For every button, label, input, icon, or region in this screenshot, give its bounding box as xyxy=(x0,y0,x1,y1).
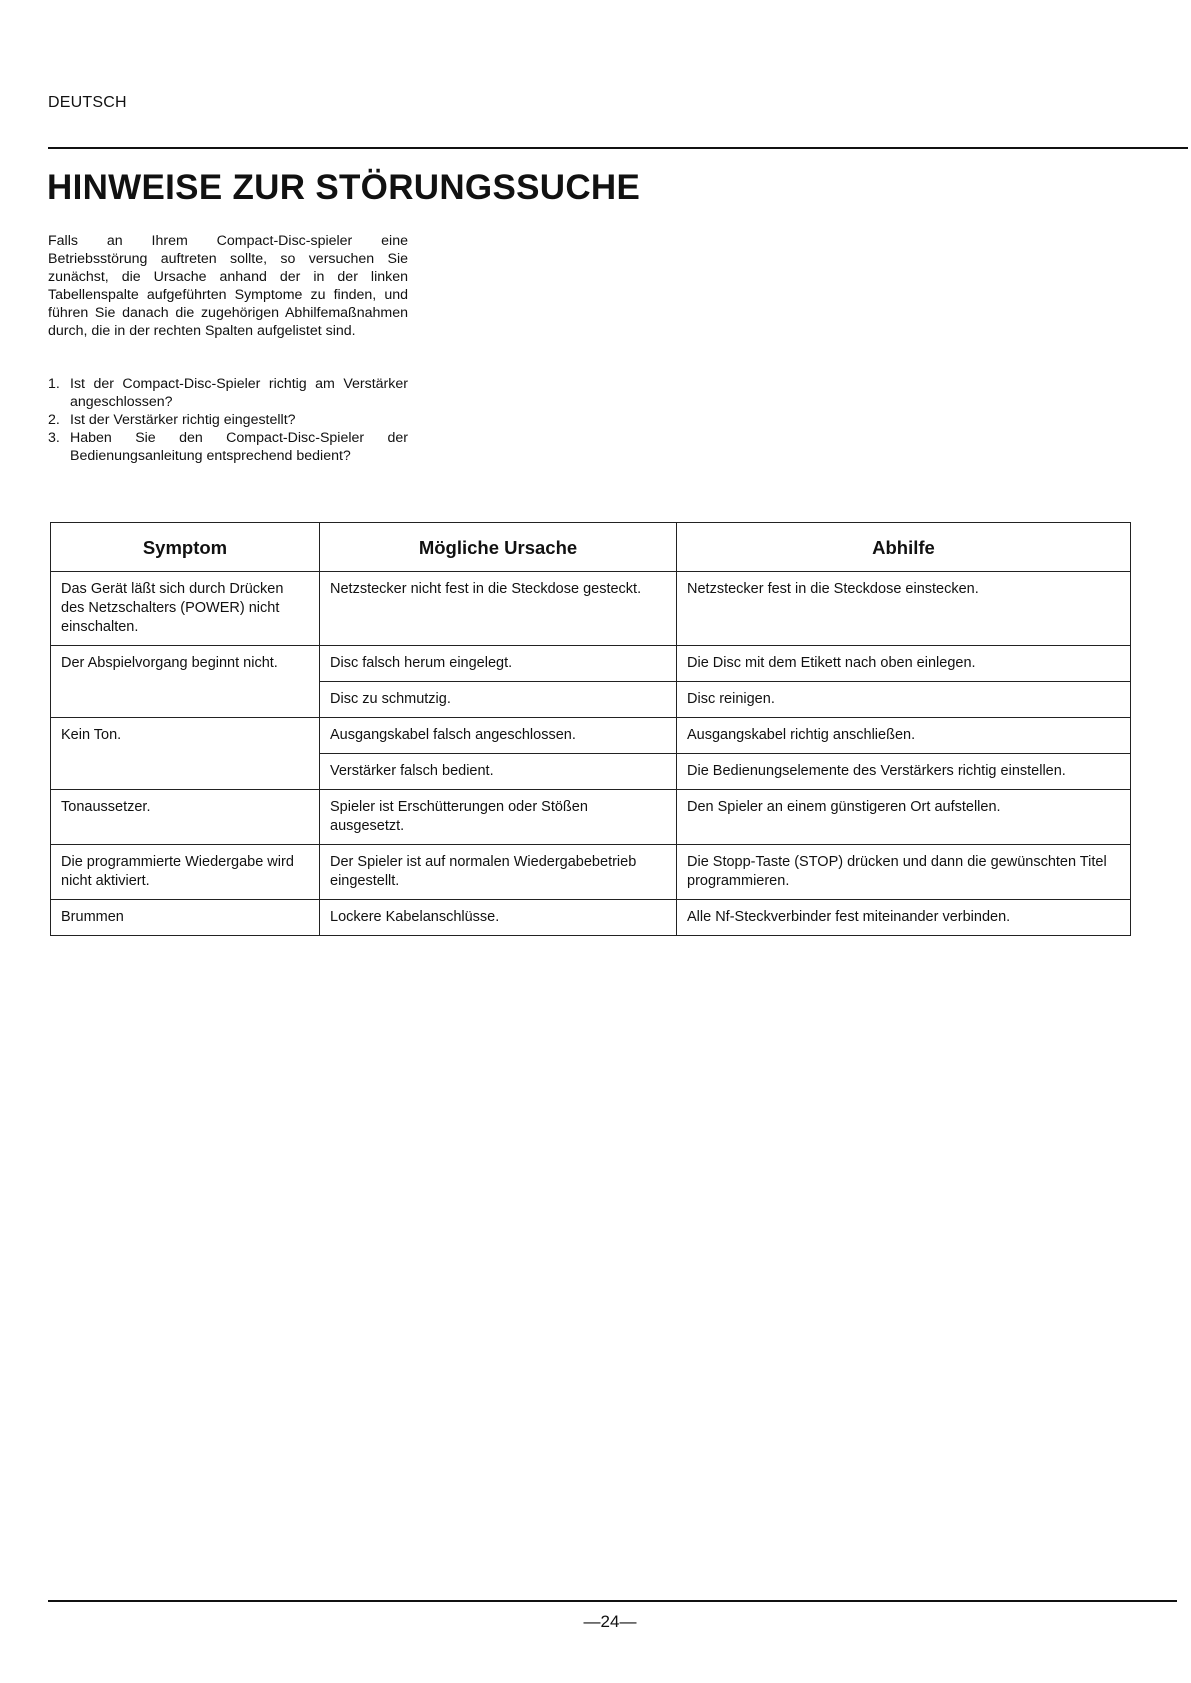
checklist-text: Haben Sie den Compact-Disc-Spieler der Bedienungsanleitung entsprechend bedient? xyxy=(70,430,408,464)
symptom-cell: Kein Ton. xyxy=(51,718,320,790)
table-row xyxy=(51,646,1131,682)
cause-cell: Spieler ist Erschütterungen oder Stößen ausgesetzt. xyxy=(320,790,677,845)
cause-cell: Ausgangskabel falsch angeschlossen. xyxy=(320,718,677,754)
checklist-text: Ist der Compact-Disc-Spieler richtig am Verstärker angeschlossen? xyxy=(70,376,408,410)
checklist-item xyxy=(48,429,408,465)
cause-cell: Netzstecker nicht fest in die Steckdose gesteckt. xyxy=(320,572,677,646)
remedy-cell: Netzstecker fest in die Steckdose einstecken. xyxy=(677,572,1131,646)
language-label: DEUTSCH xyxy=(48,94,127,111)
page-number: —24— xyxy=(583,1612,637,1631)
symptom-cell: Das Gerät läßt sich durch Drücken des Netzschalters (POWER) nicht einschalten. xyxy=(51,572,320,646)
table-row xyxy=(51,572,1131,646)
cause-cell: Lockere Kabelanschlüsse. xyxy=(320,900,677,936)
symptom-cell: Tonaussetzer. xyxy=(51,790,320,845)
header-symptom: Symptom xyxy=(51,523,320,572)
remedy-cell: Die Stopp-Taste (STOP) drücken und dann die gewünschten Titel programmieren. xyxy=(677,845,1131,900)
checklist-text: Ist der Verstärker richtig eingestellt? xyxy=(70,412,296,428)
remedy-cell: Die Disc mit dem Etikett nach oben einlegen. xyxy=(677,646,1131,682)
bottom-divider xyxy=(48,1600,1177,1602)
table-header-row xyxy=(51,523,1131,572)
checklist-number: 1. xyxy=(48,376,60,392)
cause-cell: Disc falsch herum eingelegt. xyxy=(320,646,677,682)
remedy-cell: Ausgangskabel richtig anschließen. xyxy=(677,718,1131,754)
table-row xyxy=(51,790,1131,845)
header-remedy: Abhilfe xyxy=(677,523,1131,572)
intro-paragraph: Falls an Ihrem Compact-Disc-spieler eine Betriebsstörung auftreten sollte, so versuchen Sie zunächst, die Ursache anhand der in der linken Tabellenspalte aufgeführten Symptome zu finden, und führen Sie danach die zugehörigen Abhilfemaßnahmen durch, die in der rechten Spalten aufgelistet sind. xyxy=(48,233,408,339)
remedy-cell: Alle Nf-Steckverbinder fest miteinander verbinden. xyxy=(677,900,1131,936)
header-cause: Mögliche Ursache xyxy=(320,523,677,572)
symptom-cell: Die programmierte Wiedergabe wird nicht aktiviert. xyxy=(51,845,320,900)
cause-cell: Verstärker falsch bedient. xyxy=(320,754,677,790)
cause-cell: Disc zu schmutzig. xyxy=(320,682,677,718)
remedy-cell: Die Bedienungselemente des Verstärkers richtig einstellen. xyxy=(677,754,1131,790)
remedy-cell: Den Spieler an einem günstigeren Ort aufstellen. xyxy=(677,790,1131,845)
top-divider xyxy=(48,147,1188,149)
remedy-cell: Disc reinigen. xyxy=(677,682,1131,718)
checklist-item xyxy=(48,411,408,429)
cause-cell: Der Spieler ist auf normalen Wiedergabebetrieb eingestellt. xyxy=(320,845,677,900)
symptom-cell: Der Abspielvorgang beginnt nicht. xyxy=(51,646,320,718)
checklist xyxy=(48,375,408,465)
page-title: HINWEISE ZUR STÖRUNGSSUCHE xyxy=(47,168,641,207)
troubleshooting-table xyxy=(50,522,1131,936)
table-row xyxy=(51,845,1131,900)
checklist-item xyxy=(48,375,408,411)
checklist-number: 3. xyxy=(48,430,60,446)
table-row xyxy=(51,900,1131,936)
symptom-cell: Brummen xyxy=(51,900,320,936)
checklist-number: 2. xyxy=(48,412,60,428)
table-row xyxy=(51,718,1131,754)
